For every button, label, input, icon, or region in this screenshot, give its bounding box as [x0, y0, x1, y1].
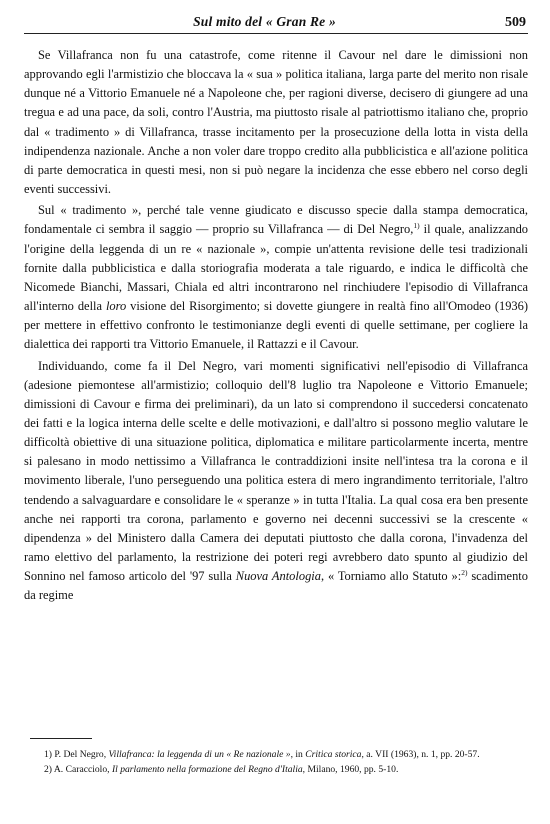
paragraph	[24, 201, 528, 354]
paragraph	[24, 357, 528, 606]
footnote-text: , in	[290, 749, 306, 760]
footnote-author: P. Del Negro,	[52, 749, 109, 760]
footnote-author: A. Caracciolo,	[52, 764, 112, 775]
footnote	[24, 762, 528, 777]
footnote-reference: 1)	[413, 221, 420, 231]
body-text	[24, 46, 528, 606]
journal-title: Nuova Antologia	[235, 569, 321, 584]
paragraph-text: Se Villafranca non fu una catastrofe, come ritenne il Cavour nel dare le dimissioni non approvando egli l'armistizio che bloccava la « sua » politica italiana, larga parte del merito non risale dunque né a Vittorio Emanuele né a Napoleone che, per ragioni diverse, decisero di giungere ad una tregua e ad una pace, da soli, contro l'Austria, ma piuttosto risale al patriottismo italiano che, proprio dal « tradimento » di Villafranca, trasse incitamento per la prosecuzione della lotta in vista della indipendenza nazionale. Anche a non voler dare troppo credito alla pubblicistica e all'azione politica di parte democratica in questi mesi, non si può negare la incidenza che esse ebbero nel corso degli eventi successivi.	[24, 48, 528, 197]
running-header	[24, 14, 528, 34]
footnotes	[24, 738, 528, 777]
footnote	[24, 747, 528, 762]
page-number: 509	[505, 15, 526, 30]
paragraph-text: scadimento da regime	[24, 569, 528, 603]
footnote-text: , a. VII (1963), n. 1, pp. 20-57.	[361, 749, 480, 760]
paragraph-text: Individuando, come fa il Del Negro, vari momenti significativi nell'episodio di Villafranca (adesione piemontese all'armistizio; colloquio dell'8 luglio tra Napoleone e Vittorio Emanuele; dimissioni di Cavour e firma dei preliminari), da un lato si comprendono il succedersi concatenato dei fatti e la logica interna delle scelte e delle motivazioni, e dall'altro si possono meglio valutare le difficoltà obiettive di una situazione politica, diplomatica e militare particolarmente incerta, mentre si palesano in modo nettissimo a Villafranca le contraddizioni insite nell'intesa tra la corona e il movimento liberale, l'uno perseguendo una politica estera di mero ingrandimento territoriale, l'altro tendendo a salvaguardare e consolidare le « speranze » in tutta l'Italia. La qual cosa era ben presente anche nei rapporti tra corona, parlamento e governo nei decenni successivi se la crescente « dipendenza » del Ministero dalla Camera dei deputati piuttosto che dalla corona, l'invadenza del ramo elettivo del parlamento, la restrizione dei poteri regi avrebbero dato spunto al giudizio del Sonnino nel famoso articolo del '97 sulla	[24, 358, 528, 584]
emphasis-text: loro	[105, 299, 127, 314]
footnote-text: , Milano, 1960, pp. 5-10.	[302, 764, 399, 775]
footnote-title: Villafranca: la leggenda di un « Re nazionale »	[108, 749, 291, 760]
paragraph-text: , « Torniamo allo Statuto »:	[320, 569, 462, 584]
footnote-journal: Critica storica	[305, 749, 362, 760]
paragraph-text: Sul « tradimento », perché tale venne giudicato e discusso specie dalla stampa democratica, fondamentale ci sembra il saggio — proprio su Villafranca — di Del Negro,	[24, 203, 528, 237]
paragraph-text: il quale, analizzando l'origine della leggenda di un re « nazionale », compie un'attenta revisione delle tesi tradizionali fornite dalla pubblicistica e dalla storiografia moderata a tale riguardo, e indica le difficoltà che Nicomede Bianchi, Massari, Chiala ed altri incontrarono nel rinchiudere l'episodio di Villafranca all'interno della	[24, 222, 529, 314]
footnote-number: 2)	[44, 764, 52, 775]
running-title: Sul mito del « Gran Re »	[193, 14, 336, 29]
paragraph-text: visione del Risorgimento; si dovette giungere in realtà fino all'Omodeo (1936) per mettere in effettivo confronto le testimonianze degli eventi di quelle settimane, per cogliere la dialettica dei rapporti tra Vittorio Emanuele, il Rattazzi e il Cavour.	[24, 299, 528, 352]
footnote-title: Il parlamento nella formazione del Regno d'Italia	[111, 764, 303, 775]
footnote-number: 1)	[44, 749, 52, 760]
footnote-divider	[30, 738, 92, 739]
footnote-reference: 2)	[461, 568, 468, 578]
paragraph	[24, 46, 528, 199]
